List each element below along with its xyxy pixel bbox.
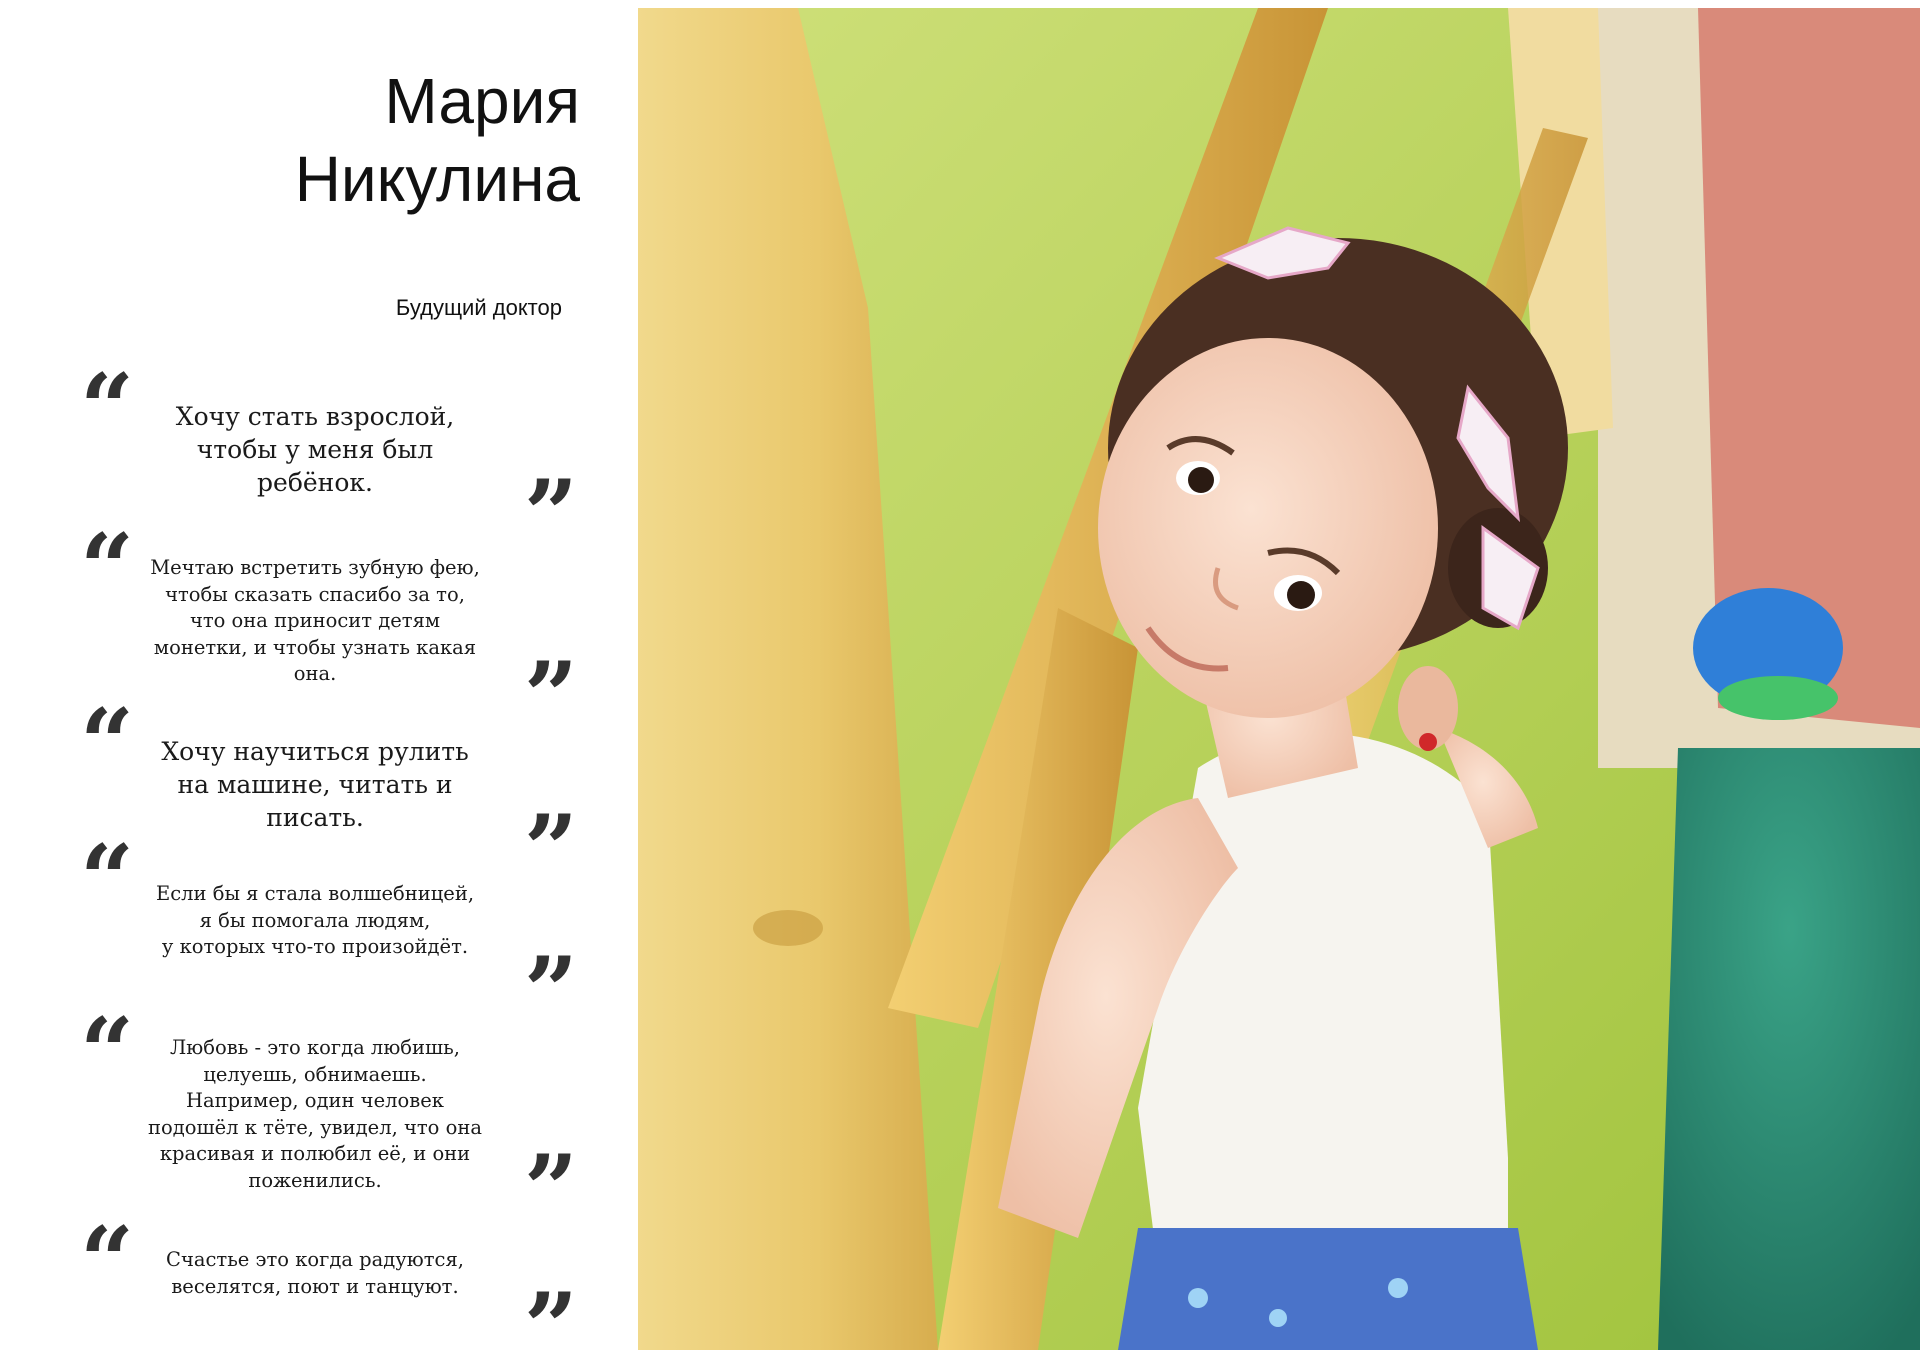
quote-line: подошёл к тёте, увидел, что она (148, 1115, 482, 1139)
subtitle: Будущий доктор (395, 295, 562, 320)
skirt-flower (1188, 1288, 1208, 1308)
quote-line: я бы помогала людям, (199, 908, 431, 932)
quote-text (140, 400, 490, 499)
quote-block (80, 1207, 590, 1357)
quote-text (140, 881, 490, 961)
green-toy (1718, 676, 1838, 720)
wood-knot (753, 910, 823, 946)
quote-line: что она приносит детям (189, 609, 441, 632)
quote-line: поженились. (248, 1168, 382, 1192)
carpet (1658, 748, 1920, 1350)
close-quote-mark: ” (523, 937, 578, 1047)
quote-line: целуешь, обнимаешь. (203, 1062, 427, 1086)
open-quote-mark: “ (80, 998, 135, 1108)
last-name: Никулина (294, 143, 580, 215)
quote-line: Любовь - это когда любишь, (170, 1036, 460, 1059)
quote-text (140, 1035, 490, 1194)
open-quote-mark: “ (80, 689, 135, 799)
quote-line: Например, один человек (186, 1089, 444, 1112)
quote-line: Хочу научиться рулить (161, 737, 469, 766)
portrait-illustration (638, 8, 1920, 1350)
first-name: Мария (384, 65, 580, 137)
quote-line: веселятся, поют и танцуют. (171, 1274, 459, 1298)
quote-block (80, 998, 590, 1245)
quote-line: Счастье это когда радуются, (166, 1248, 464, 1271)
open-quote-mark: “ (80, 1207, 135, 1317)
person-name (80, 62, 580, 218)
left-pupil (1188, 467, 1214, 493)
right-pupil (1287, 581, 1315, 609)
quote-line: она. (293, 662, 337, 685)
quote-line: чтобы у меня был (196, 435, 434, 464)
quote-line: Хочу стать взрослой, (175, 402, 455, 431)
close-quote-mark: ” (523, 642, 578, 752)
quote-line: чтобы сказать спасибо за то, (165, 582, 465, 606)
close-quote-mark: ” (523, 460, 578, 570)
quote-line: Если бы я стала волшебницей, (155, 882, 475, 905)
face (1098, 338, 1438, 718)
quote-line: ребёнок. (257, 468, 373, 497)
open-quote-mark: “ (80, 514, 135, 624)
quote-block (80, 825, 590, 1047)
quote-line: писать. (266, 803, 364, 832)
portrait-photo (638, 8, 1920, 1350)
quote-line: красивая и полюбил её, и они (159, 1142, 471, 1165)
quote-line: монетки, и чтобы узнать какая (153, 635, 477, 659)
open-quote-mark: “ (80, 354, 135, 464)
quote-line: у которых что-то произойдёт. (161, 935, 469, 958)
close-quote-mark: ” (523, 795, 578, 905)
quote-text (140, 1247, 490, 1300)
skirt-flower (1388, 1278, 1408, 1298)
close-quote-mark: ” (523, 1273, 578, 1357)
quote-text (140, 735, 490, 834)
quote-line: на машине, читать и (177, 770, 453, 799)
skirt-flower (1269, 1309, 1287, 1327)
blue-skirt (1118, 1228, 1538, 1350)
quote-text (140, 555, 490, 688)
earring (1419, 733, 1437, 751)
close-quote-mark: ” (523, 1135, 578, 1245)
quote-line: Мечтаю встретить зубную фею, (150, 556, 480, 579)
open-quote-mark: “ (80, 825, 135, 935)
